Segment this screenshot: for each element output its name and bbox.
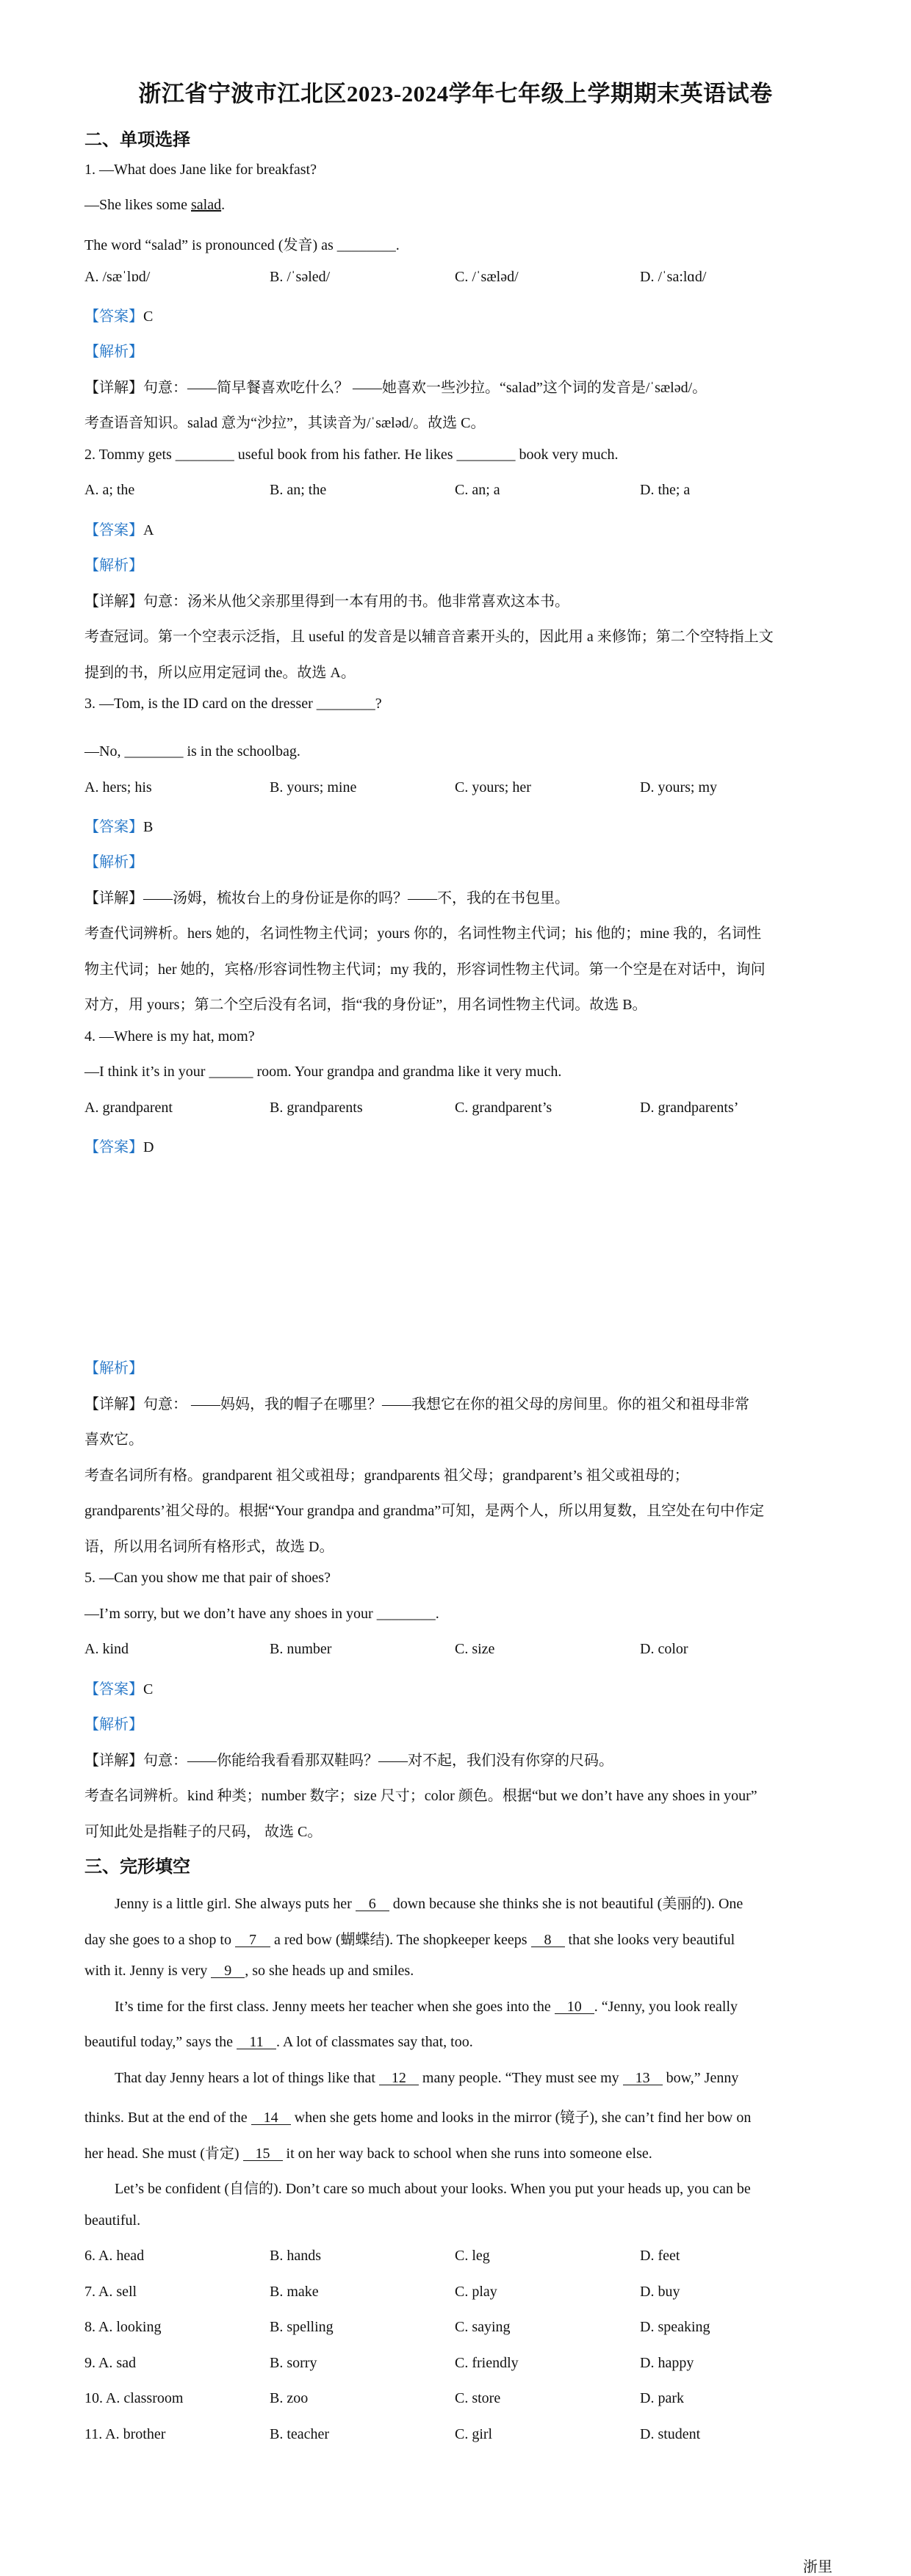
question-2-answer: 【答案】A [84, 522, 154, 538]
cloze-blank: 11 [237, 2034, 276, 2049]
cloze-11-option-c: C. girl [455, 2426, 493, 2442]
passage-line: thinks. But at the end of the 14 when she gets home and looks in the mirror (镜子), she can’t find her bow on [84, 2110, 752, 2126]
cloze-9-option-c: C. friendly [455, 2355, 519, 2371]
question-3-stem: 3. —Tom, is the ID card on the dresser ________? [84, 696, 382, 712]
cloze-blank: 12 [379, 2070, 419, 2085]
passage-line: beautiful today,” says the 11 . A lot of classmates say that, too. [84, 2034, 473, 2050]
question-4-option-c: C. grandparent’s [455, 1100, 552, 1116]
question-5-option-d: D. color [640, 1641, 688, 1657]
cloze-6-option-b: B. hands [270, 2248, 321, 2264]
question-5-option-c: C. size [455, 1641, 495, 1657]
cloze-blank: 8 [531, 1932, 565, 1947]
question-4-option-a: A. grandparent [84, 1100, 173, 1116]
cloze-8-option-c: C. saying [455, 2319, 511, 2335]
question-5-option-b: B. number [270, 1641, 332, 1657]
cloze-blank: 7 [235, 1932, 270, 1947]
question-1-answer: 【答案】C [84, 309, 154, 325]
question-5-line2: —I’m sorry, but we don’t have any shoes in your ________. [84, 1606, 439, 1622]
question-1-option-d: D. /ˈsa:lɑd/ [640, 269, 707, 285]
cloze-blank: 13 [623, 2070, 663, 2085]
question-3-explain-line: 物主代词；her 她的，宾格/形容词性物主代词；my 我的，形容词性物主代词。第一个空是在对话中，询问 [84, 962, 766, 978]
passage-line: Jenny is a little girl. She always puts her 6 down because she thinks she is not beautiful (美丽的). One [115, 1896, 743, 1912]
question-1-option-b: B. /ˈsəled/ [270, 269, 331, 285]
cloze-11-option-b: B. teacher [270, 2426, 330, 2442]
question-3-detail: 【详解】——汤姆，梳妆台上的身份证是你的吗？——不，我的在书包里。 [84, 890, 569, 906]
cloze-7-option-a: 7. A. sell [84, 2284, 137, 2300]
passage-line: That day Jenny hears a lot of things like that 12 many people. “They must see my 13 bow,” Jenny [115, 2070, 739, 2086]
cloze-blank: 6 [356, 1896, 389, 1911]
cloze-7-option-b: B. make [270, 2284, 319, 2300]
question-3-option-a: A. hers; his [84, 779, 152, 795]
question-4-stem: 4. —Where is my hat, mom? [84, 1028, 255, 1045]
passage-line: her head. She must (肯定) 15 it on her way back to school when she runs into someone else. [84, 2146, 652, 2162]
cloze-6-option-c: C. leg [455, 2248, 490, 2264]
question-4-option-d: D. grandparents’ [640, 1100, 739, 1116]
question-5-detail: 【详解】句意：——你能给我看看那双鞋吗？——对不起，我们没有你穿的尺码。 [84, 1753, 613, 1769]
question-5-explain-line: 考查名词辨析。kind 种类；number 数字；size 尺寸；color 颜色。根据“but we don’t have any shoes in your” [84, 1788, 757, 1804]
question-1-stem: 1. —What does Jane like for breakfast? [84, 162, 317, 178]
question-4-explain-line: 考查名词所有格。grandparent 祖父或祖母；grandparents 祖父母；grandparent’s 祖父或祖母的； [84, 1468, 689, 1484]
question-3-option-d: D. yours; my [640, 779, 717, 795]
cloze-10-option-a: 10. A. classroom [84, 2390, 184, 2406]
question-4-answer: 【答案】D [84, 1139, 154, 1155]
question-3-answer: 【答案】B [84, 819, 154, 835]
question-1-detail: 【详解】句意：——简早餐喜欢吃什么？ ——她喜欢一些沙拉。“salad”这个词的发音是/ˈsæləd/。 [84, 380, 707, 396]
cloze-11-option-d: D. student [640, 2426, 701, 2442]
question-1-option-c: C. /ˈsæləd/ [455, 269, 519, 285]
question-2-option-d: D. the; a [640, 482, 691, 498]
cloze-blank: 10 [555, 1999, 594, 2014]
question-1-explain-line: 考查语音知识。salad 意为“沙拉”，其读音为/ˈsæləd/。故选 C。 [84, 415, 486, 431]
question-5-explain-line: 可知此处是指鞋子的尺码， 故选 C。 [84, 1824, 323, 1840]
cloze-10-option-d: D. park [640, 2390, 684, 2406]
question-4-detail: 【详解】句意： ——妈妈，我的帽子在哪里？——我想它在你的祖父母的房间里。你的祖父和祖母非常 [84, 1396, 749, 1413]
passage-line: beautiful. [84, 2212, 141, 2229]
passage-line: day she goes to a shop to 7 a red bow (蝴蝶结). The shopkeeper keeps 8 that she looks very beautiful [84, 1932, 735, 1948]
question-4-option-b: B. grandparents [270, 1100, 363, 1116]
question-3-option-b: B. yours; mine [270, 779, 357, 795]
cloze-8-option-a: 8. A. looking [84, 2319, 162, 2335]
question-3-analysis-label: 【解析】 [84, 854, 143, 870]
cloze-blank: 9 [211, 1963, 245, 1978]
cloze-9-option-a: 9. A. sad [84, 2355, 136, 2371]
page-footer: 浙里 [803, 2559, 832, 2575]
underlined-word: salad [191, 197, 222, 213]
cloze-9-option-b: B. sorry [270, 2355, 317, 2371]
passage-line: with it. Jenny is very 9 , so she heads up and smiles. [84, 1963, 414, 1979]
question-2-detail: 【详解】句意：汤米从他父亲那里得到一本有用的书。他非常喜欢这本书。 [84, 594, 569, 610]
question-5-stem: 5. —Can you show me that pair of shoes? [84, 1570, 331, 1586]
question-4-explain-line: 语，所以用名词所有格形式，故选 D。 [84, 1539, 334, 1555]
question-2-option-a: A. a; the [84, 482, 135, 498]
cloze-8-option-b: B. spelling [270, 2319, 334, 2335]
question-1-option-a: A. /sæˈlɒd/ [84, 269, 151, 285]
page-title: 浙江省宁波市江北区2023-2024学年七年级上学期期末英语试卷 [138, 81, 773, 107]
question-5-answer: 【答案】C [84, 1681, 154, 1698]
question-1-line2: —She likes some salad. [84, 197, 226, 213]
question-2-stem: 2. Tommy gets ________ useful book from his father. He likes ________ book very much. [84, 447, 619, 463]
passage-line: Let’s be confident (自信的). Don’t care so much about your looks. When you put your heads up, you can be [115, 2181, 751, 2197]
question-3-explain-line: 考查代词辨析。hers 她的，名词性物主代词；yours 你的，名词性物主代词；his 他的；mine 我的，名词性 [84, 926, 762, 942]
cloze-11-option-a: 11. A. brother [84, 2426, 166, 2442]
cloze-6-option-d: D. feet [640, 2248, 680, 2264]
section-heading-single-choice: 二、单项选择 [84, 129, 190, 150]
section-heading-cloze: 三、完形填空 [84, 1856, 190, 1877]
question-4-explain-line: grandparents’祖父母的。根据“Your grandpa and grandma”可知，是两个人，所以用复数，且空处在句中作定 [84, 1503, 765, 1519]
question-2-option-b: B. an; the [270, 482, 327, 498]
question-2-explain-line: 提到的书，所以应用定冠词 the。故选 A。 [84, 665, 356, 681]
question-2-analysis-label: 【解析】 [84, 558, 143, 574]
cloze-10-option-b: B. zoo [270, 2390, 309, 2406]
question-2-option-c: C. an; a [455, 482, 500, 498]
question-4-detail-cont: 喜欢它。 [84, 1432, 143, 1448]
cloze-8-option-d: D. speaking [640, 2319, 710, 2335]
cloze-6-option-a: 6. A. head [84, 2248, 145, 2264]
question-5-option-a: A. kind [84, 1641, 129, 1657]
question-4-analysis-label: 【解析】 [84, 1360, 143, 1377]
cloze-7-option-d: D. buy [640, 2284, 680, 2300]
cloze-10-option-c: C. store [455, 2390, 501, 2406]
question-4-line2: —I think it’s in your ______ room. Your grandpa and grandma like it very much. [84, 1064, 562, 1080]
cloze-9-option-d: D. happy [640, 2355, 694, 2371]
question-3-explain-line: 对方，用 yours；第二个空后没有名词，指“我的身份证”，用名词性物主代词。故选 B。 [84, 997, 647, 1013]
question-1-line3: The word “salad” is pronounced (发音) as ________. [84, 237, 400, 253]
cloze-blank: 15 [243, 2146, 283, 2161]
question-3-line2: —No, ________ is in the schoolbag. [84, 743, 300, 760]
question-3-option-c: C. yours; her [455, 779, 531, 795]
passage-line: It’s time for the first class. Jenny meets her teacher when she goes into the 10 . “Jenny, you look really [115, 1999, 738, 2015]
question-2-explain-line: 考查冠词。第一个空表示泛指，且 useful 的发音是以辅音音素开头的，因此用 a 来修饰；第二个空特指上文 [84, 629, 774, 645]
cloze-blank: 14 [251, 2110, 291, 2125]
cloze-7-option-c: C. play [455, 2284, 497, 2300]
question-1-analysis-label: 【解析】 [84, 344, 143, 360]
question-5-analysis-label: 【解析】 [84, 1717, 143, 1733]
